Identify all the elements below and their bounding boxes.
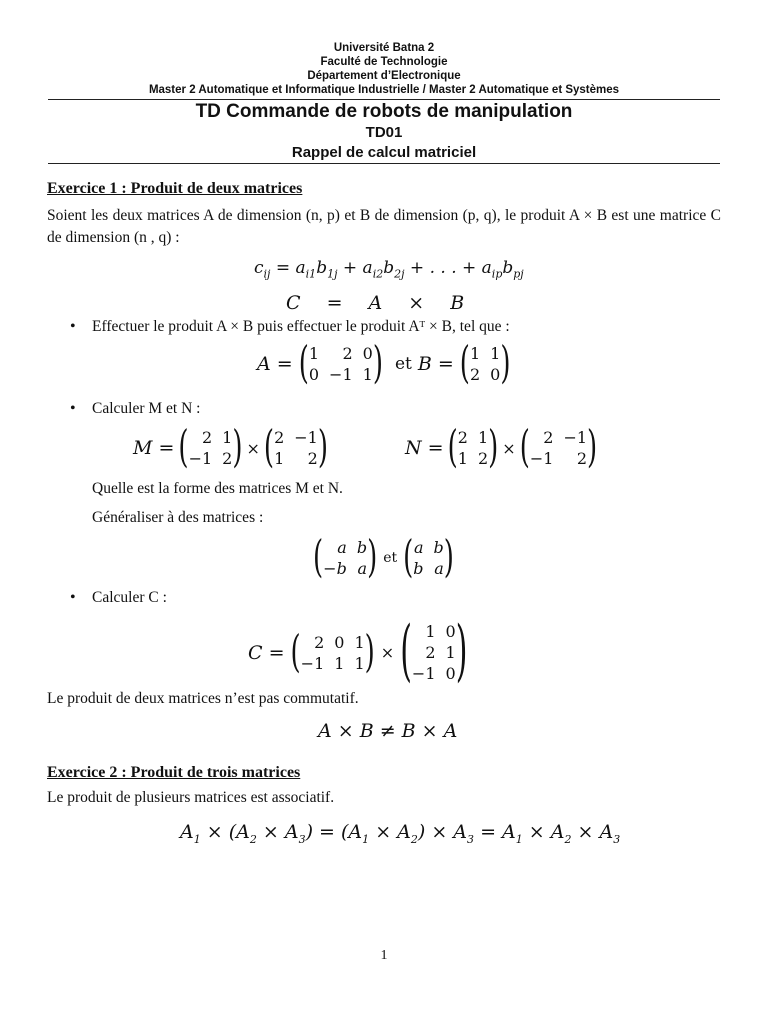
matrix-cell: a <box>414 538 424 557</box>
exercise1-intro-text: Soient les deux matrices A de dimension (n, p) et B de dimension (p, q), le produit A × B est une matrice C de dimension (n , q) : <box>47 207 721 246</box>
matrix-cell: 2 <box>543 428 554 447</box>
label-a: A = <box>257 353 293 375</box>
matrix-cell: 0 <box>490 365 501 384</box>
matrix-cell: 0 <box>445 622 456 641</box>
times-sign: × <box>502 438 516 458</box>
matrix-cell: −b <box>323 559 347 578</box>
matrix-cell: 1 <box>477 428 489 447</box>
university-name: Université Batna 2 <box>333 42 435 54</box>
matrix-cell: 0 <box>362 344 373 363</box>
document-subtitle: Rappel de calcul matriciel <box>291 144 477 161</box>
matrix-cell: 2 <box>222 449 233 468</box>
associative-formula: $A_1 \times (A_2 \times A_3) = (A_1 \times A_2) \times A_3 = A_1 \times A_2 \times A_3$ <box>180 821 621 846</box>
bullet-dot: • <box>70 318 76 335</box>
formula-c-equals-a-times-b: C = A × B <box>286 292 465 314</box>
page-number: 1 <box>380 948 388 963</box>
matrix-n-product <box>405 422 598 474</box>
matrix-m-left: ( 2 1 −1 2 ) <box>178 422 243 474</box>
commutative-conclusion: Le produit de deux matrices n’est pas commutatif. <box>47 690 359 707</box>
matrix-cell: −1 <box>411 664 436 683</box>
label-b: B = <box>417 353 454 375</box>
td-code: TD01 <box>365 124 403 141</box>
matrix-n-left: ( 2 1 1 2 ) <box>447 422 499 474</box>
exercise2-heading: Exercice 2 : Produit de trois matrices <box>47 764 301 781</box>
exercise2-text: Le produit de plusieurs matrices est associatif. <box>47 789 335 806</box>
matrix-cell: 0 <box>334 632 345 652</box>
matrix-cell: 1 <box>425 622 436 641</box>
department-name: Département d’Electronique <box>307 70 461 82</box>
matrix-gen-right: ( a b b a ) <box>403 532 454 584</box>
matrix-b: ( 1 1 2 0 ) <box>459 338 511 390</box>
bullet2-text: Calculer M et N : <box>92 400 201 417</box>
matrix-cell: 1 <box>457 449 468 468</box>
matrix-c-left: ( 2 0 1 −1 1 1 ) <box>290 627 375 678</box>
matrix-cell: 1 <box>308 344 320 363</box>
matrix-cell: 2 <box>457 428 468 447</box>
matrix-cell: 1 <box>445 643 456 662</box>
matrix-n-right: ( 2 −1 −1 2 ) <box>519 422 598 474</box>
matrix-cell: −1 <box>294 428 318 447</box>
matrix-cell: −1 <box>188 449 213 468</box>
matrix-cell: 2 <box>201 428 213 447</box>
bullet3-text: Calculer C : <box>92 589 167 606</box>
matrix-gen-left: ( a b −b a ) <box>313 532 378 584</box>
matrices-a-b <box>257 338 511 390</box>
matrix-cell: 0 <box>445 664 456 683</box>
matrix-cell: 1 <box>334 653 345 673</box>
bullet-dot: • <box>70 400 76 417</box>
matrix-cell: a <box>357 559 368 578</box>
matrix-cell: −1 <box>529 449 554 468</box>
faculty-name: Faculté de Technologie <box>320 56 448 68</box>
label-n: N = <box>405 437 444 459</box>
matrix-cell: 1 <box>469 344 481 363</box>
times-sign: × <box>246 438 260 458</box>
matrix-cell: 2 <box>314 632 325 652</box>
header-rule-bottom <box>48 163 720 164</box>
matrix-cell: 2 <box>477 449 489 468</box>
matrix-c-right: ( 1 0 2 1 −1 0 ) <box>400 612 468 690</box>
label-m: M = <box>133 437 175 459</box>
matrix-cell: 1 <box>490 344 501 363</box>
matrix-a: ( 1 2 0 0 −1 1 ) <box>298 338 383 390</box>
matrix-cell: 1 <box>354 653 365 673</box>
matrix-cell: a <box>337 538 347 557</box>
non-commutative-formula: A × B ≠ B × A <box>318 720 458 742</box>
matrix-m-right: ( 2 −1 1 2 ) <box>263 422 329 474</box>
matrix-cell: b <box>433 538 444 557</box>
generalize-text: Généraliser à des matrices : <box>92 509 264 526</box>
document-title: TD Commande de robots de manipulation <box>195 101 573 122</box>
times-sign: × <box>380 643 395 662</box>
matrix-cell: 2 <box>342 344 353 363</box>
exercise1-intro <box>47 205 721 249</box>
et-label-1: et <box>394 354 412 374</box>
matrix-cell: b <box>413 559 424 578</box>
matrix-cell: 1 <box>274 449 285 468</box>
matrix-cell: −1 <box>563 428 588 447</box>
header-rule-top <box>48 99 720 100</box>
formula-cij: $c_{ij} = a_{i1}b_{1j} + a_{i2}b_{2j}$ + . . . + $a_{ip}b_{pj}$ <box>254 258 524 281</box>
matrix-cell: 1 <box>354 632 365 652</box>
matrix-cell: 0 <box>308 365 320 384</box>
matrix-cell: 2 <box>425 643 436 662</box>
label-c: C = <box>248 641 285 664</box>
matrix-c-product <box>248 612 468 690</box>
matrix-cell: b <box>356 538 368 557</box>
matrix-cell: 2 <box>274 428 285 447</box>
generalized-matrices <box>313 532 454 584</box>
matrix-cell: −1 <box>329 365 353 384</box>
matrix-cell: −1 <box>300 653 325 673</box>
et-label-2: et <box>383 550 398 566</box>
question-form: Quelle est la forme des matrices M et N. <box>92 480 343 497</box>
matrix-cell: 2 <box>469 365 481 384</box>
matrix-cell: a <box>434 559 444 578</box>
matrix-cell: 1 <box>362 365 373 384</box>
matrix-m-product <box>133 422 329 474</box>
program-names: Master 2 Automatique et Informatique Industrielle / Master 2 Automatique et Systèmes <box>148 84 620 96</box>
matrix-cell: 2 <box>307 449 318 468</box>
bullet-dot: • <box>70 589 76 606</box>
matrix-cell: 2 <box>576 449 588 468</box>
matrix-cell: 1 <box>222 428 233 447</box>
exercise1-heading: Exercice 1 : Produit de deux matrices <box>47 180 303 197</box>
bullet1-text: Effectuer le produit A × B puis effectuer le produit Aᵀ × B, tel que : <box>92 318 510 335</box>
